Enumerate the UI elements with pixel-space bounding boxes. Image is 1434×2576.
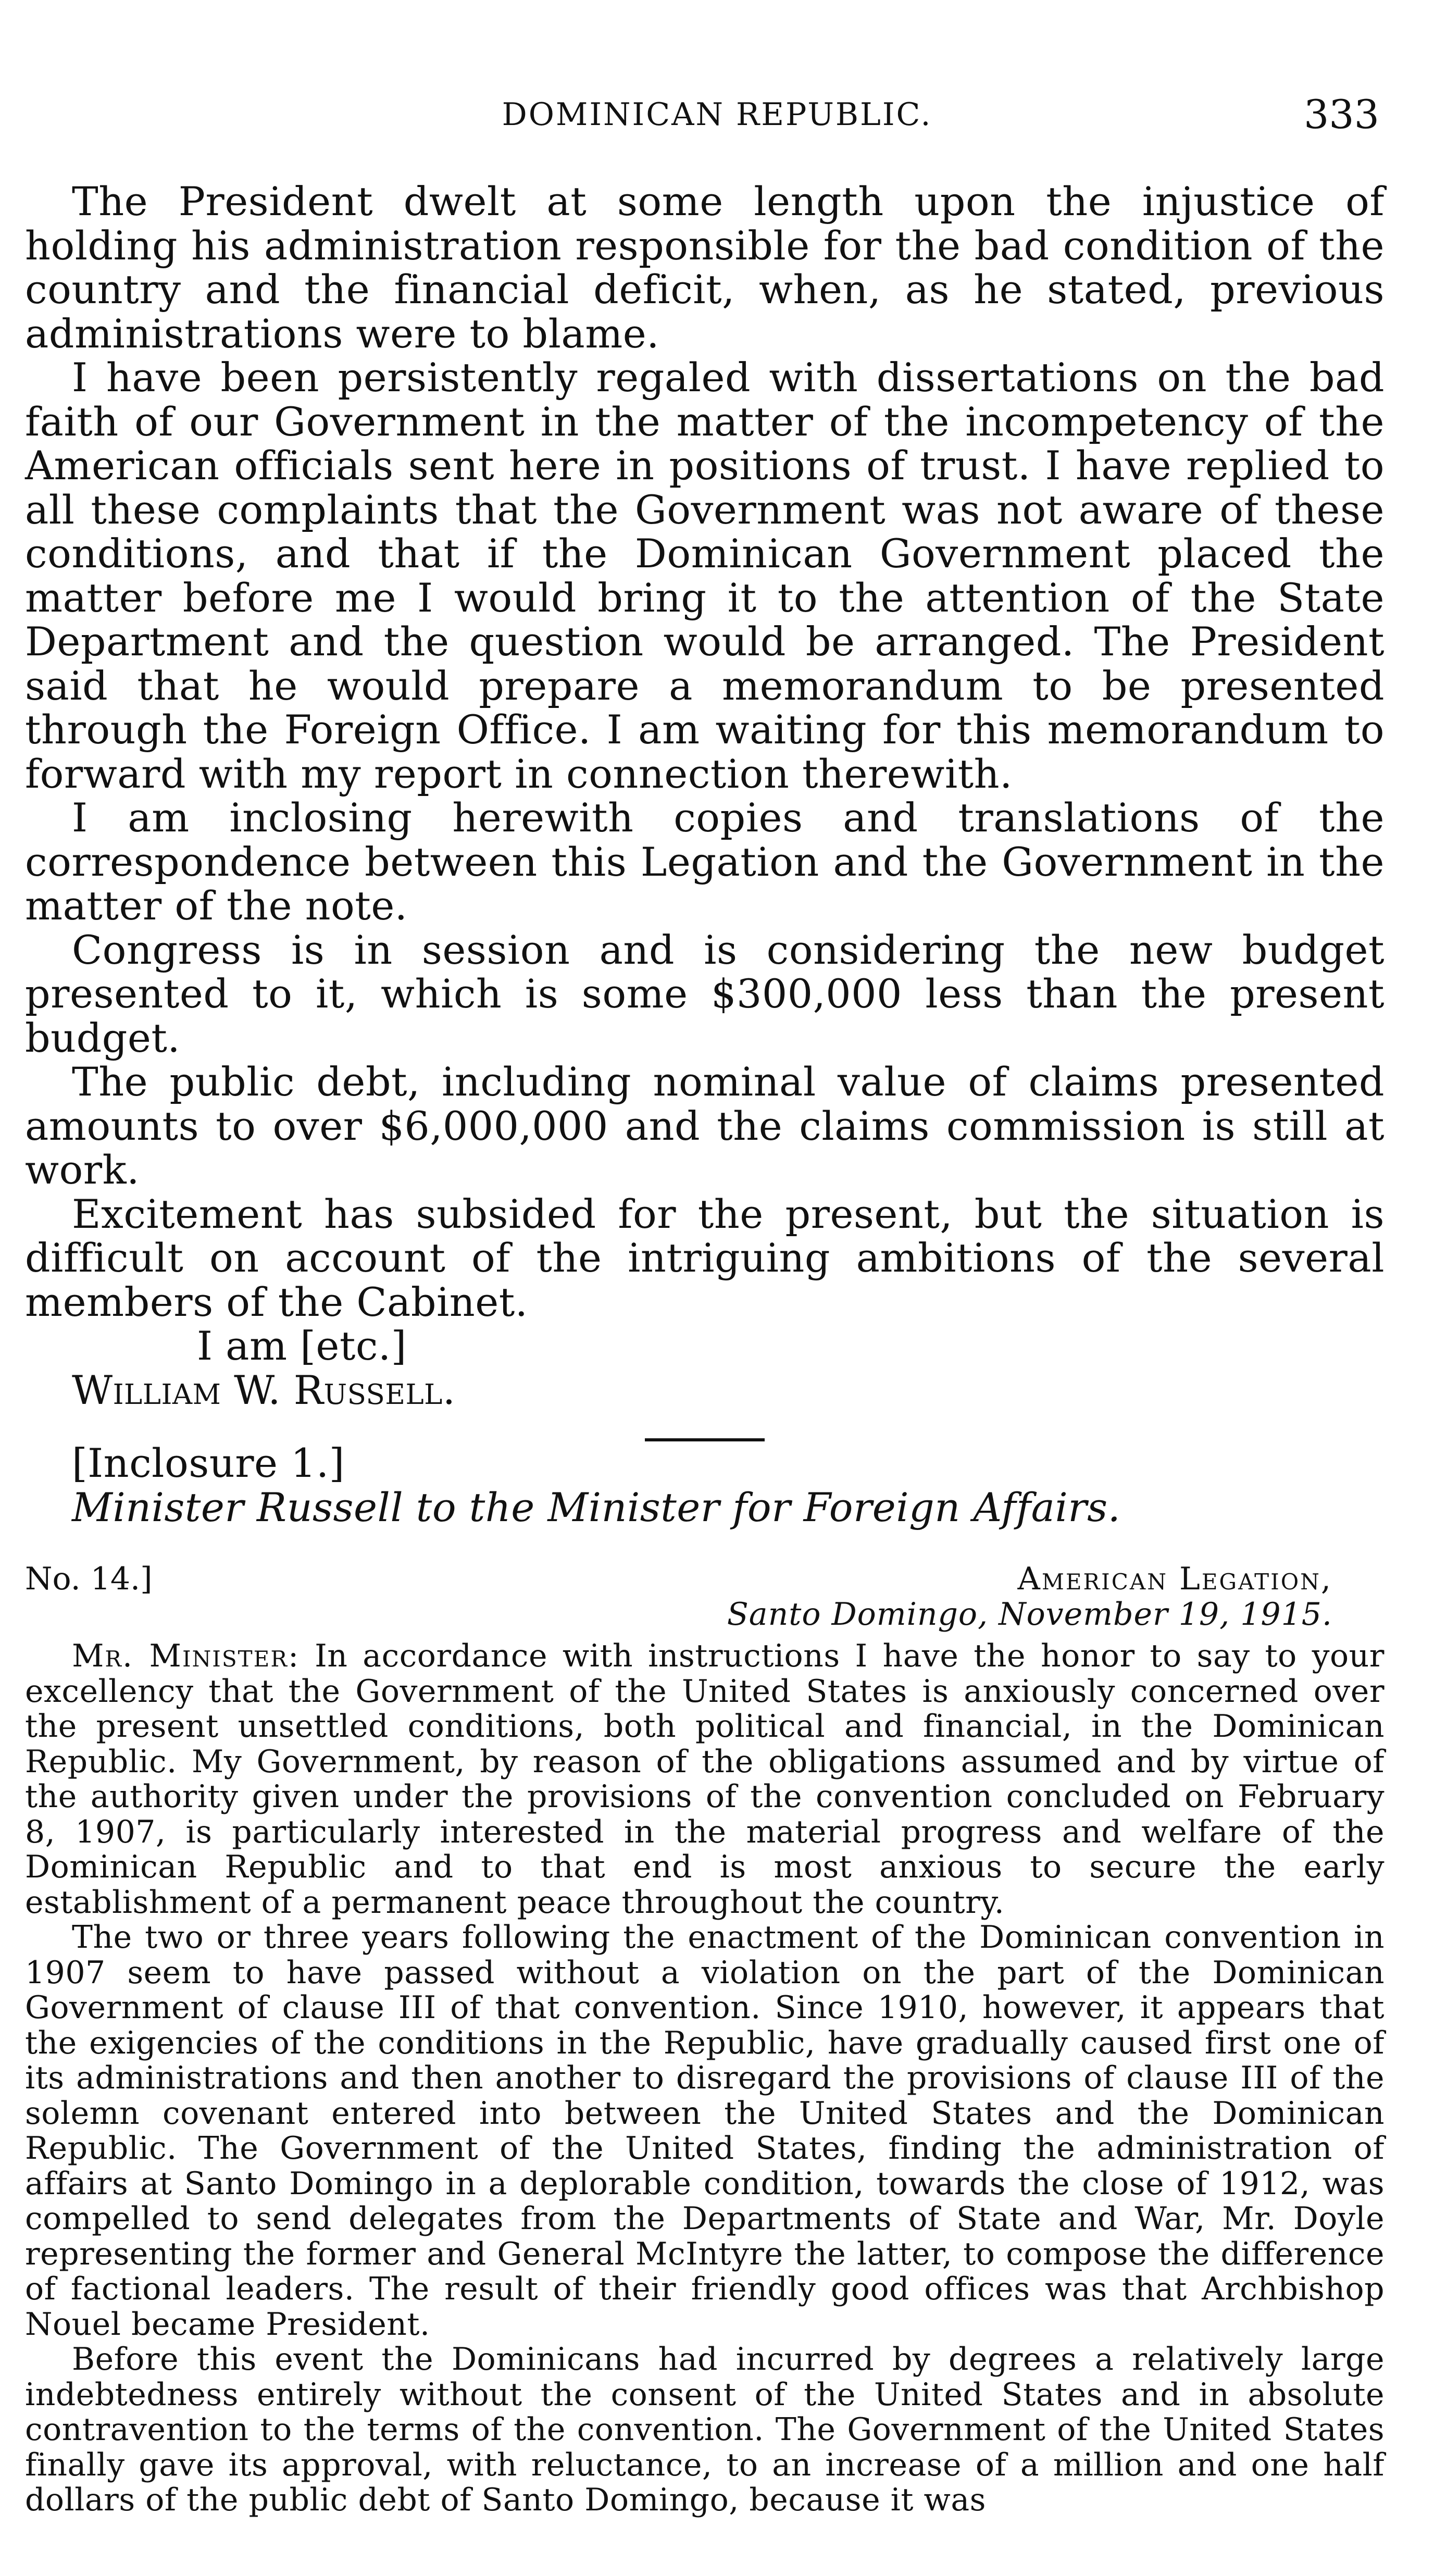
signature: William W. Russell.	[72, 1366, 456, 1413]
inclosure-label: [Inclosure 1.]	[72, 1440, 345, 1486]
paragraph: Congress is in session and is considering the new budget presented to it, which is some $300,000 less than the present budget.	[25, 926, 1385, 1061]
paragraph-text: In accordance with instructions I have the honor to say to your excellency that the Government of the United States is anxiously concerned over the present unsettled conditions, both political and financial, in the Dominican Republic. My Government, by reason of the obligations assumed and by virtue of the authority given under the provisions of the convention concluded on February 8, 1907, is particularly interested in the material progress and welfare of the Dominican Republic and to that end is most anxious to secure the early establishment of a permanent peace throughout the country.	[25, 1638, 1385, 1921]
running-head: DOMINICAN REPUBLIC.	[502, 96, 932, 133]
page-header	[0, 91, 1434, 138]
salutation: Mr. Minister:	[72, 1638, 300, 1674]
page-number: 333	[1303, 91, 1379, 138]
letter-title: Minister Russell to the Minister for Foreign Affairs.	[72, 1484, 1121, 1530]
paragraph: Excitement has subsided for the present, but the situation is difficult on account of the intriguing ambitions of the several members of the Cabinet.	[25, 1190, 1385, 1325]
letter-body	[25, 1639, 1385, 2518]
main-text	[25, 180, 1385, 2518]
closing-line: I am [etc.]	[197, 1323, 407, 1369]
legation-name: American Legation,	[1017, 1561, 1332, 1597]
place-date: Santo Domingo, November 19, 1915.	[727, 1596, 1332, 1633]
paragraph: The public debt, including nominal value of claims presented amounts to over $6,000,000 and the claims commission is still at work.	[25, 1059, 1385, 1193]
paragraph: I have been persistently regaled with dissertations on the bad faith of our Government in the matter of the incompetency of the American officials sent here in positions of trust. I have replied to all these complaints that the Government was not aware of these conditions, and that if the Dominican Government placed the matter before me I would bring it to the attention of the State Department and the question would be arranged. The President said that he would prepare a memorandum to be presented through the Foreign Office. I am waiting for this memorandum to forward with my report in connection therewith.	[25, 354, 1385, 797]
paragraph: The President dwelt at some length upon the injustice of holding his administration responsible for the bad condition of the country and the financial deficit, when, as he stated, previous administrations were to blame.	[25, 178, 1385, 357]
paragraph: I am inclosing herewith copies and translations of the correspondence between this Legation and the Government in the matter of the note.	[25, 794, 1385, 929]
paragraph: The two or three years following the enactment of the Dominican convention in 1907 seem to have passed without a violation on the part of the Dominican Government of clause III of that convention. Since 1910, however, it appears that the exigencies of the conditions in the Republic, have gradually caused first one of its administrations and then another to disregard the provisions of clause III of the solemn covenant entered into between the United States and the Dominican Republic. The Government of the United States, finding the administration of affairs at Santo Domingo in a deplorable condition, towards the close of 1912, was compelled to send delegates from the Departments of State and War, Mr. Doyle representing the former and General McIntyre the latter, to compose the difference of factional leaders. The result of their friendly good offices was that Archbishop Nouel became President.	[25, 1919, 1385, 2343]
paragraph: Before this event the Dominicans had incurred by degrees a relatively large indebtedness entirely without the consent of the United States and in absolute contravention to the terms of the convention. The Government of the United States finally gave its approval, with reluctance, to an increase of a million and one half dollars of the public debt of Santo Domingo, because it was	[25, 2341, 1385, 2518]
paragraph	[25, 1639, 1385, 1920]
letter-dateline	[25, 1561, 1385, 1639]
letter-number: No. 14.]	[25, 1561, 153, 1597]
